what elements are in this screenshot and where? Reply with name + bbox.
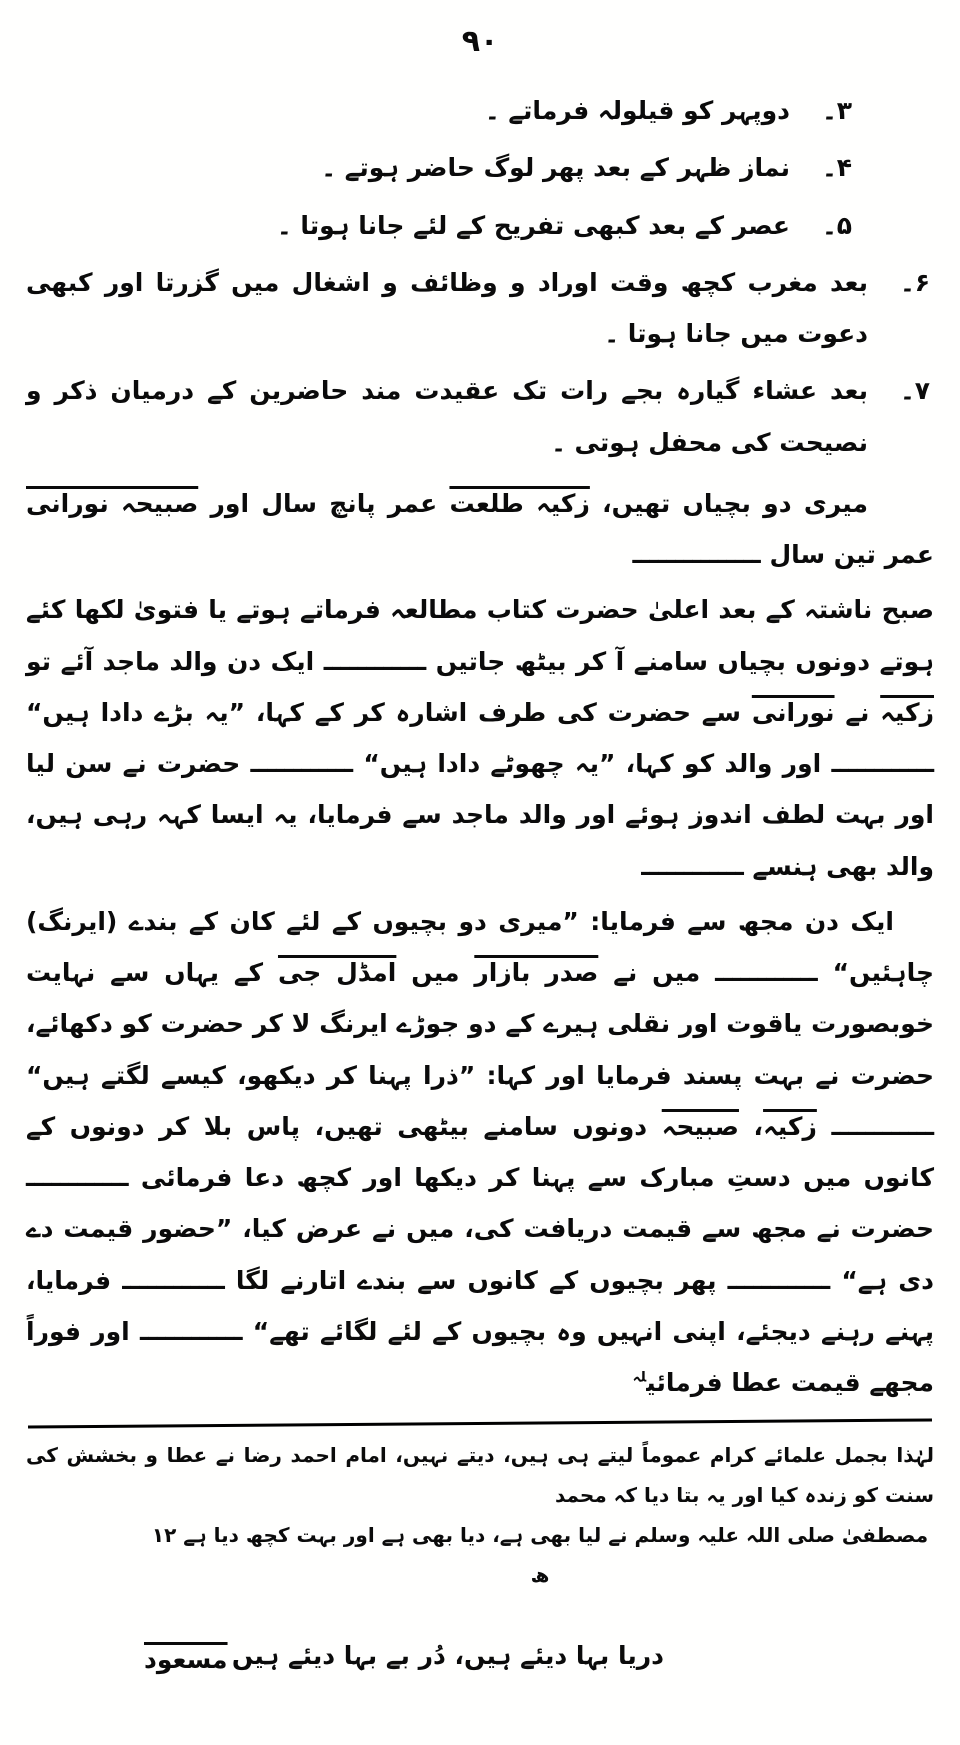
- text-segment: کے یہاں سے نہایت خوبصورت یاقوت اور نقلی ہیرے کے دو جوڑے ایرنگ لا کر حضرت کو دکھائے، حضرت نے بہت پسند فرمایا اور کہا: ”ذرا پہنا کر دیکھو، کیسے لگتے ہیں“: [26, 958, 934, 1090]
- text-segment: ایک دن مجھ سے فرمایا: ”میری دو بچیوں کے لئے کان کے بندے (ایرنگ) چاہئیں“: [26, 906, 934, 987]
- item-number: ۵۔: [822, 210, 852, 240]
- verse-row: [26, 1641, 934, 1701]
- text-segment: صبح ناشتہ کے بعد اعلیٰ حضرت کتاب مطالعہ فرماتے ہوتے یا فتویٰ لکھا کئے ہوتے دونوں بچیاں سامنے آ کر بیٹھ جاتیں: [26, 595, 934, 676]
- text-segment: میری دو بچیاں تھیں،: [589, 488, 868, 518]
- paragraph: [26, 478, 934, 581]
- proper-noun: زکیہ: [763, 1111, 817, 1141]
- text-segment: اور والد کو کہا، ”یہ چھوٹے دادا ہیں“: [353, 749, 832, 778]
- item-number: ۶۔: [900, 267, 930, 297]
- text-segment: عمر تین سال: [760, 540, 934, 569]
- verse-author: مسعود: [144, 1645, 228, 1675]
- item-text: دوپہر کو قیلولہ فرماتے ۔: [485, 96, 790, 125]
- text-segment: پھر بچیوں کے کانوں سے بندے اتارنے لگا: [224, 1265, 728, 1295]
- verse-text: دریا بہا دیئے ہیں، دُر بے بہا دیئے ہیں: [231, 1641, 664, 1671]
- item-text: بعد عشاء گیارہ بجے رات تک عقیدت مند حاضرین کے درمیان ذکر و نصیحت کی محفل ہوتی ۔: [26, 376, 868, 457]
- text-segment: ،: [738, 1111, 764, 1141]
- text-segment: نے: [834, 697, 881, 727]
- item-number: ۷۔: [900, 376, 930, 406]
- text-segment: دونوں سامنے بیٹھی تھیں، پاس بلا کر دونوں کے کانوں میں دستِ مبارک سے پہنا کر دیکھا اور کچھ دعا فرمائی: [26, 1111, 934, 1192]
- text-segment: حضرت نے مجھ سے قیمت دریافت کی، میں نے عرض کیا، ”حضور قیمت دے دی ہے“: [26, 1214, 934, 1295]
- schedule-item: [26, 85, 852, 136]
- dash-separator: ــــــــــــ: [250, 749, 354, 778]
- text-segment: میں: [396, 958, 475, 987]
- paragraph: [26, 584, 934, 892]
- paragraph: [26, 896, 934, 1409]
- schedule-item: [26, 142, 852, 193]
- proper-noun: زکیہ طلعت: [449, 488, 590, 518]
- footnote-line: لہٰذا بجمل علمائے کرام عموماً لیتے ہی ہیں، دیتے نہیں، امام احمد رضا نے عطا و بخشش کی سنت کو زندہ کیا اور یہ بتا دیا کہ محمد: [26, 1443, 934, 1508]
- text-segment: حضرت نے سن لیا اور بہت لطف اندوز ہوئے اور والد ماجد سے فرمایا، یہ ایسا کہہ رہی ہیں، والد بھی ہنسے: [26, 749, 934, 881]
- item-text: نماز ظہر کے بعد پھر لوگ حاضر ہوتے ۔: [321, 153, 790, 183]
- dash-separator: ـــــــــــــــ: [632, 540, 761, 569]
- text-segment: ایک دن والد ماجد آئے تو: [26, 646, 324, 676]
- footnote-marker: لہ: [632, 1369, 647, 1386]
- dash-separator: ــــــــــــ: [140, 1316, 243, 1346]
- text-segment: [817, 1112, 832, 1141]
- dash-separator: ــــــــــــ: [831, 1111, 934, 1141]
- dash-separator: ــــــــــــ: [641, 851, 744, 881]
- footnote-line: مصطفیٰ صلی اللہ علیہ وسلم نے لیا بھی ہے، دیا بھی ہے اور بہت کچھ دیا ہے ۱۲ ھ: [151, 1523, 929, 1588]
- dash-separator: ــــــــــــ: [727, 1265, 831, 1295]
- dash-separator: ــــــــــــ: [122, 1265, 225, 1295]
- proper-noun: نورانی: [751, 697, 835, 727]
- item-number: ۴۔: [822, 153, 852, 183]
- schedule-item: [26, 200, 852, 251]
- page-number: ۹۰: [461, 24, 499, 59]
- daily-routine-list: [26, 85, 930, 468]
- text-segment: فرمایا، پہنے رہنے دیجئے، اپنی انہیں وہ بچیوں کے لئے لگائے تھے“: [26, 1265, 934, 1346]
- text-segment: اور فوراً مجھے قیمت عطا فرمائی: [26, 1316, 934, 1397]
- proper-noun: صدر بازار: [474, 958, 599, 987]
- proper-noun: صبیحہ: [661, 1111, 739, 1141]
- text-segment: سے حضرت کی طرف اشارہ کر کے کہا، ”یہ بڑے دادا ہیں“: [26, 697, 752, 727]
- footnote: [26, 1435, 934, 1595]
- dash-separator: ــــــــــــ: [831, 749, 934, 778]
- text-segment: عمر پانچ سال اور: [198, 488, 450, 518]
- item-text: بعد مغرب کچھ وقت اوراد و وظائف و اشغال میں گزرتا اور کبھی دعوت میں جانا ہوتا ۔: [26, 267, 868, 348]
- proper-noun: امڈل جی: [277, 958, 397, 987]
- proper-noun: زکیہ: [880, 697, 934, 727]
- item-number: ۳۔: [822, 96, 852, 125]
- dash-separator: ــــــــــــ: [323, 646, 427, 676]
- proper-noun: صبیحہ نورانی: [26, 488, 199, 518]
- item-text: عصر کے بعد کبھی تفریح کے لئے جانا ہوتا ۔: [277, 210, 790, 240]
- dash-separator: ــــــــــــ: [26, 1163, 129, 1192]
- dash-separator: ــــــــــــ: [715, 958, 818, 987]
- schedule-item: [26, 257, 930, 360]
- schedule-item: [26, 365, 930, 468]
- body-text: [26, 478, 934, 1409]
- text-segment: میں نے: [598, 958, 716, 987]
- footnote-divider: [28, 1419, 932, 1429]
